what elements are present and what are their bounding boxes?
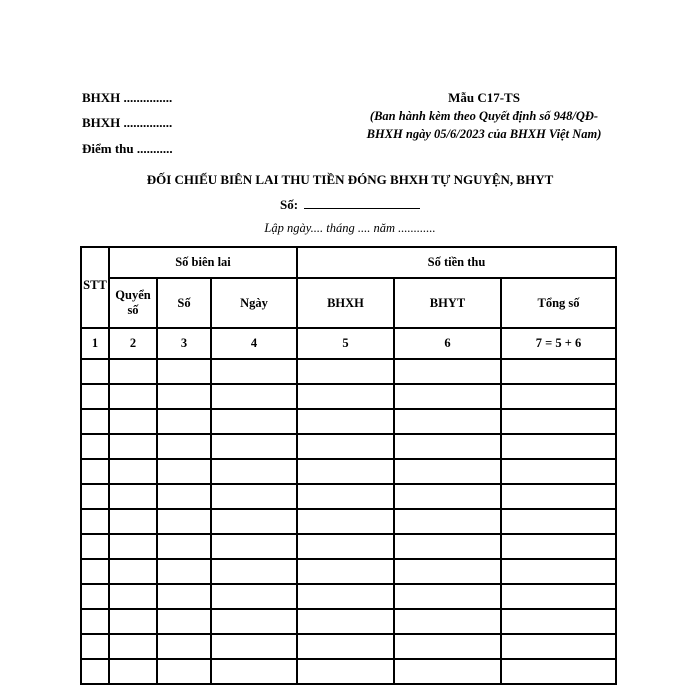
reconciliation-table bbox=[80, 246, 617, 685]
table-cell[interactable] bbox=[394, 509, 501, 534]
column-number: 1 bbox=[81, 328, 109, 359]
document-number-label: Số: bbox=[280, 197, 299, 212]
table-cell[interactable] bbox=[81, 359, 109, 384]
table-cell[interactable] bbox=[109, 484, 157, 509]
table-cell[interactable] bbox=[394, 659, 501, 684]
receipt-number-header: Số bbox=[157, 278, 211, 328]
table-cell[interactable] bbox=[157, 459, 211, 484]
book-number-header-line-2: số bbox=[127, 303, 139, 317]
collection-point-line: Điểm thu ........... bbox=[82, 141, 173, 156]
table-cell[interactable] bbox=[157, 409, 211, 434]
table-cell[interactable] bbox=[394, 634, 501, 659]
table-cell[interactable] bbox=[211, 609, 297, 634]
table-cell[interactable] bbox=[501, 384, 616, 409]
table-cell[interactable] bbox=[394, 459, 501, 484]
table-cell[interactable] bbox=[109, 609, 157, 634]
table-cell[interactable] bbox=[81, 384, 109, 409]
table-cell[interactable] bbox=[297, 559, 394, 584]
column-number: 3 bbox=[157, 328, 211, 359]
table-cell[interactable] bbox=[297, 484, 394, 509]
table-cell[interactable] bbox=[81, 584, 109, 609]
table-cell[interactable] bbox=[297, 434, 394, 459]
table-cell[interactable] bbox=[501, 459, 616, 484]
column-number: 5 bbox=[297, 328, 394, 359]
table-cell[interactable] bbox=[297, 409, 394, 434]
table-cell[interactable] bbox=[157, 634, 211, 659]
table-cell[interactable] bbox=[394, 484, 501, 509]
form-note bbox=[350, 107, 618, 143]
table-cell[interactable] bbox=[394, 609, 501, 634]
document-number-blank bbox=[304, 196, 420, 209]
table-cell[interactable] bbox=[394, 559, 501, 584]
agency-line-2: BHXH ............... bbox=[82, 115, 173, 130]
book-number-header-line-1: Quyển bbox=[115, 288, 151, 302]
table-cell[interactable] bbox=[81, 434, 109, 459]
table-cell[interactable] bbox=[81, 534, 109, 559]
table-row bbox=[81, 609, 616, 634]
table-cell[interactable] bbox=[157, 609, 211, 634]
table-cell[interactable] bbox=[501, 509, 616, 534]
table-cell[interactable] bbox=[297, 459, 394, 484]
table-cell[interactable] bbox=[501, 609, 616, 634]
table-cell[interactable] bbox=[157, 384, 211, 409]
table-cell[interactable] bbox=[297, 359, 394, 384]
table-cell[interactable] bbox=[81, 484, 109, 509]
table-cell[interactable] bbox=[109, 409, 157, 434]
table-row bbox=[81, 634, 616, 659]
table-cell[interactable] bbox=[394, 384, 501, 409]
table-cell[interactable] bbox=[81, 659, 109, 684]
table-cell[interactable] bbox=[297, 634, 394, 659]
column-number-row bbox=[81, 328, 616, 359]
form-code: Mẫu C17-TS bbox=[448, 90, 520, 105]
table-cell[interactable] bbox=[211, 434, 297, 459]
table-row bbox=[81, 484, 616, 509]
table-cell[interactable] bbox=[394, 434, 501, 459]
document-date-line: Lập ngày.... tháng .... năm ............ bbox=[264, 221, 436, 235]
table-cell[interactable] bbox=[81, 634, 109, 659]
table-cell[interactable] bbox=[501, 659, 616, 684]
table-cell[interactable] bbox=[109, 509, 157, 534]
table-cell[interactable] bbox=[81, 459, 109, 484]
amount-group-header: Số tiền thu bbox=[297, 247, 616, 278]
table-cell[interactable] bbox=[157, 509, 211, 534]
receipt-group-header: Số biên lai bbox=[109, 247, 297, 278]
table-row bbox=[81, 409, 616, 434]
form-note-line-1: (Ban hành kèm theo Quyết định số 948/QĐ- bbox=[369, 109, 599, 123]
table-cell[interactable] bbox=[211, 509, 297, 534]
receipt-date-header: Ngày bbox=[211, 278, 297, 328]
table-cell[interactable] bbox=[109, 359, 157, 384]
column-number: 2 bbox=[109, 328, 157, 359]
table-row bbox=[81, 659, 616, 684]
table-row bbox=[81, 534, 616, 559]
table-cell[interactable] bbox=[501, 484, 616, 509]
table-cell[interactable] bbox=[109, 434, 157, 459]
agency-line-1: BHXH ............... bbox=[82, 90, 173, 105]
table-cell[interactable] bbox=[297, 509, 394, 534]
table-cell[interactable] bbox=[297, 384, 394, 409]
bhxh-amount-header: BHXH bbox=[297, 278, 394, 328]
table-cell[interactable] bbox=[211, 634, 297, 659]
table-cell[interactable] bbox=[297, 534, 394, 559]
table-row bbox=[81, 584, 616, 609]
table-cell[interactable] bbox=[394, 359, 501, 384]
form-note-line-2: BHXH ngày 05/6/2023 của BHXH Việt Nam) bbox=[366, 127, 602, 141]
table-cell[interactable] bbox=[211, 409, 297, 434]
table-cell[interactable] bbox=[501, 409, 616, 434]
table-cell[interactable] bbox=[81, 559, 109, 584]
table-cell[interactable] bbox=[109, 559, 157, 584]
table-cell[interactable] bbox=[211, 359, 297, 384]
column-number: 7 = 5 + 6 bbox=[501, 328, 616, 359]
table-cell[interactable] bbox=[109, 659, 157, 684]
table-cell[interactable] bbox=[211, 534, 297, 559]
table-cell[interactable] bbox=[109, 534, 157, 559]
table-cell[interactable] bbox=[157, 534, 211, 559]
table-cell[interactable] bbox=[394, 584, 501, 609]
table-cell[interactable] bbox=[211, 459, 297, 484]
table-cell[interactable] bbox=[211, 659, 297, 684]
total-amount-header: Tổng số bbox=[501, 278, 616, 328]
table-cell[interactable] bbox=[81, 409, 109, 434]
table-cell[interactable] bbox=[109, 459, 157, 484]
header-row-2 bbox=[81, 278, 616, 328]
header-row-1 bbox=[81, 247, 616, 278]
table-row bbox=[81, 509, 616, 534]
table-cell[interactable] bbox=[297, 659, 394, 684]
table-cell[interactable] bbox=[394, 534, 501, 559]
table-row bbox=[81, 384, 616, 409]
table-cell[interactable] bbox=[157, 434, 211, 459]
table-row bbox=[81, 459, 616, 484]
table-cell[interactable] bbox=[157, 559, 211, 584]
table-cell[interactable] bbox=[501, 434, 616, 459]
table-cell[interactable] bbox=[501, 534, 616, 559]
table-row bbox=[81, 434, 616, 459]
document-title: ĐỐI CHIẾU BIÊN LAI THU TIỀN ĐÓNG BHXH TỰ NGUYỆN, BHYT bbox=[146, 172, 554, 187]
table-cell[interactable] bbox=[211, 559, 297, 584]
table-cell[interactable] bbox=[157, 584, 211, 609]
stt-header: STT bbox=[81, 247, 109, 328]
table-cell[interactable] bbox=[501, 559, 616, 584]
table-cell[interactable] bbox=[157, 484, 211, 509]
document-number bbox=[280, 196, 420, 213]
table-cell[interactable] bbox=[81, 609, 109, 634]
column-number: 6 bbox=[394, 328, 501, 359]
table-cell[interactable] bbox=[157, 659, 211, 684]
table-cell[interactable] bbox=[211, 384, 297, 409]
table-cell[interactable] bbox=[501, 634, 616, 659]
table-cell[interactable] bbox=[297, 609, 394, 634]
table-cell[interactable] bbox=[501, 359, 616, 384]
column-number: 4 bbox=[211, 328, 297, 359]
table-cell[interactable] bbox=[81, 509, 109, 534]
table-cell[interactable] bbox=[501, 584, 616, 609]
table-cell[interactable] bbox=[211, 484, 297, 509]
bhyt-amount-header: BHYT bbox=[394, 278, 501, 328]
table-cell[interactable] bbox=[109, 584, 157, 609]
table-cell[interactable] bbox=[394, 409, 501, 434]
table-cell[interactable] bbox=[211, 584, 297, 609]
table-cell[interactable] bbox=[109, 384, 157, 409]
table-cell[interactable] bbox=[297, 584, 394, 609]
book-number-header bbox=[109, 278, 157, 328]
table-cell[interactable] bbox=[157, 359, 211, 384]
table-row bbox=[81, 359, 616, 384]
table-cell[interactable] bbox=[109, 634, 157, 659]
table-row bbox=[81, 559, 616, 584]
